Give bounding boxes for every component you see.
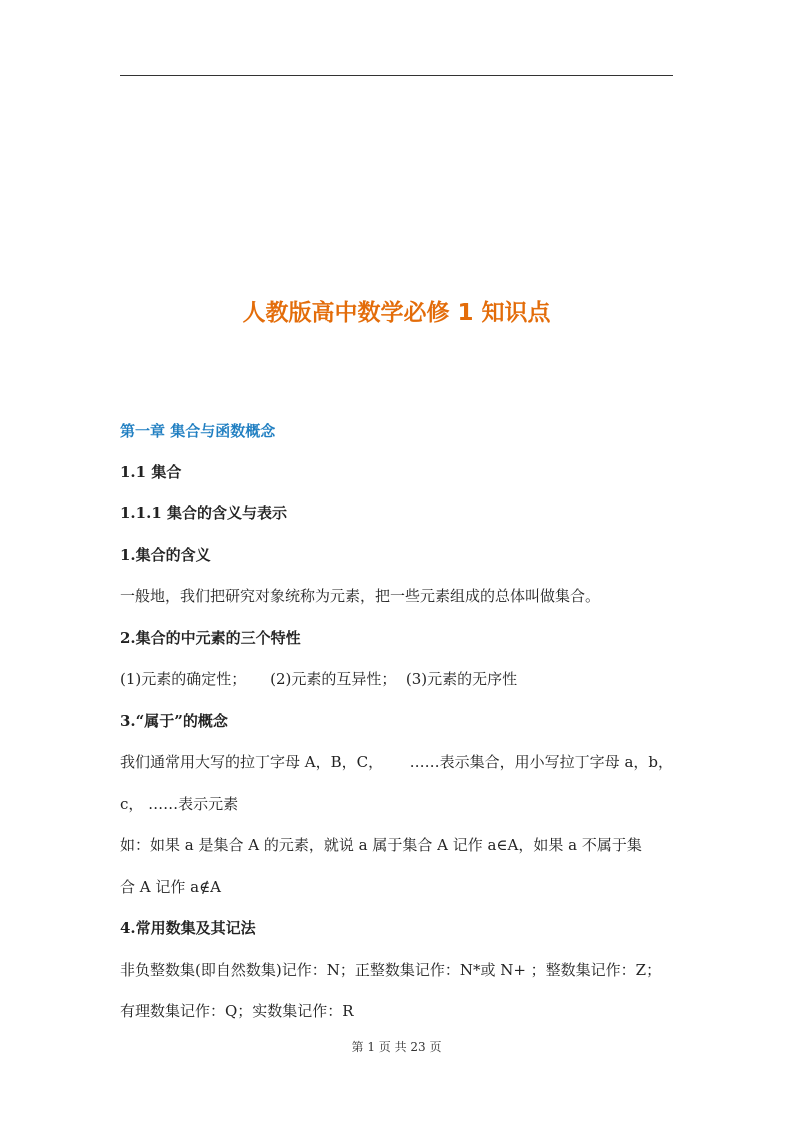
document-title: 人教版高中数学必修 1 知识点 [242,300,551,326]
chapter-heading: 第一章 集合与函数概念 [120,422,276,440]
paragraph-4-line-2: 合 A 记作 a∉A [120,878,222,896]
section-heading: 1.1 集合 [120,463,182,481]
page-footer: 第 1 页 共 23 页 [351,1040,442,1054]
trait-3: (3)元素的无序性 [405,670,518,688]
paragraph-5-line-1: 非负整数集(即自然数集)记作：N；正整数集记作：N*或 N+ ；整数集记作：Z； [120,961,662,979]
item-heading-1: 1.集合的含义 [120,546,211,564]
paragraph-1: 一般地，我们把研究对象统称为元素，把一些元素组成的总体叫做集合。 [120,587,601,605]
paragraph-3-line-1: 我们通常用大写的拉丁字母 A，B，C， ……表示集合，用小写拉丁字母 a，b， [120,753,673,771]
paragraph-4-line-1: 如：如果 a 是集合 A 的元素，就说 a 属于集合 A 记作 a∈A，如果 a 不属于集 [120,836,642,854]
header-rule [120,75,673,76]
item-heading-3: 3.“属于”的概念 [120,712,228,730]
trait-1: (1)元素的确定性； [120,670,247,688]
paragraph-3-line-2: c， ……表示元素 [120,795,239,813]
item-heading-4: 4.常用数集及其记法 [120,919,256,937]
item-heading-2: 2.集合的中元素的三个特性 [120,629,301,647]
trait-2: (2)元素的互异性； [270,670,397,688]
paragraph-5-line-2: 有理数集记作：Q；实数集记作：R [120,1002,354,1020]
subsection-heading: 1.1.1 集合的含义与表示 [120,504,287,522]
paragraph-2 [120,669,517,689]
